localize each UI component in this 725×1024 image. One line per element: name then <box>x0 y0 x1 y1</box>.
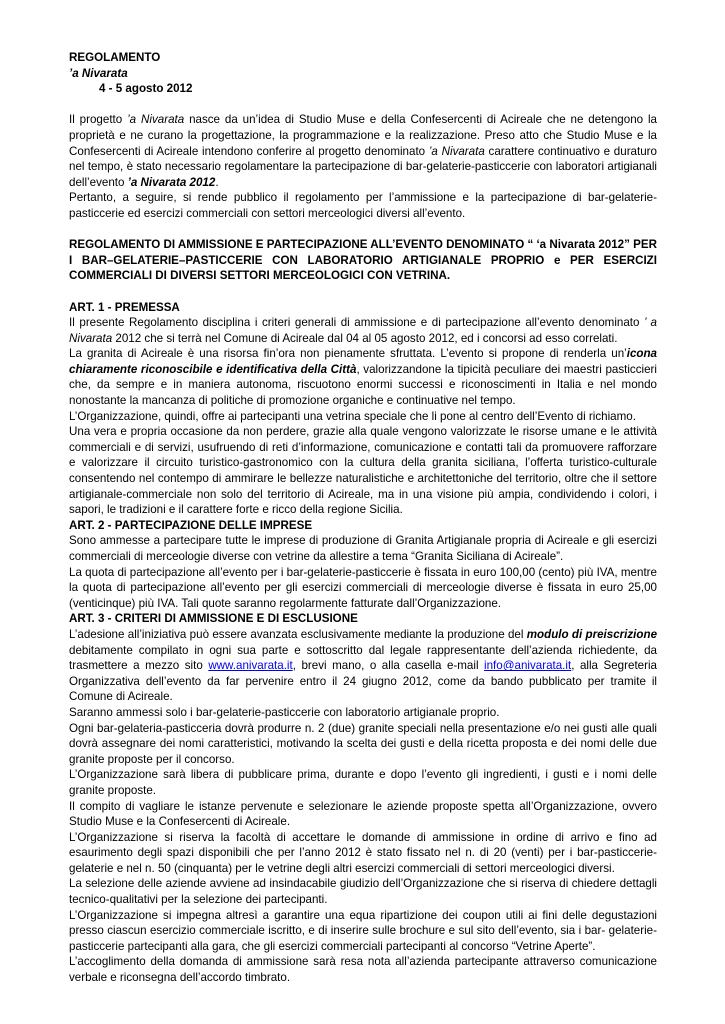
text: Il progetto <box>69 113 128 127</box>
text: 2012 che si terrà nel Comune di Acireale dal 04 al 05 agosto 2012, ed i concorsi ad esso correlati. <box>112 331 618 345</box>
art2-paragraph-2: La quota di partecipazione all’evento per i bar-gelaterie-pasticcerie è fissata in euro 100,00 (cento) più IVA, mentre la quota di partecipazione all’evento per gli esercizi commerciali di merceologie diverse è fissata in euro 25,00 (venticinque) più IVA. Tali quote saranno regolarmente fatturate dall’Organizzazione. <box>69 565 657 610</box>
text: Il presente Regolamento disciplina i criteri generali di ammissione e di partecipazione all’evento denominato <box>69 316 645 330</box>
art1-paragraph-2 <box>69 346 657 408</box>
website-link[interactable]: www.anivarata.it <box>208 659 293 673</box>
art3-paragraph-5: Il compito di vagliare le istanze pervenute e selezionare le aziende proposte spetta all’Organizzazione, ovvero Studio Muse e la Confesercenti di Acireale. <box>69 799 657 829</box>
event-name-inline: ’a Nivarata 2012 <box>127 175 216 189</box>
art2-heading: ART. 2 - PARTECIPAZIONE DELLE IMPRESE <box>69 518 313 532</box>
text: , alla Segreteria Organizzativa dell’evento da far pervenire entro il 24 giugno 2012, come da bando pubblicato per tramite il Comune di Acireale. <box>69 659 657 704</box>
document-page <box>69 50 657 986</box>
art3-paragraph-8: L’Organizzazione si impegna altresì a garantire una equa ripartizione dei coupon utili ai fini delle degustazioni presso ciascun esercizio commerciale iscritto, e di inserire sulle brochure e sul sito dell’evento, sia i bar- gelaterie-pasticcerie partecipanti alla gara, che gli esercizi commerciali partecipanti al concorso “Vetrine Aperte”. <box>69 908 657 953</box>
art3-paragraph-7: La selezione delle aziende avviene ad insindacabile giudizio dell’Organizzazione che si riserva di chiedere dettagli tecnico-qualitativi per la selezione dei partecipanti. <box>69 877 657 907</box>
art1-paragraph-1 <box>69 315 657 346</box>
art3-paragraph-2: Saranno ammessi solo i bar-gelaterie-pasticcerie con laboratorio artigianale proprio. <box>69 705 500 719</box>
event-name-inline: ’a Nivarata <box>127 113 185 127</box>
text: nasce da un’idea di Studio Muse e della Confesercenti di Acireale che ne detengono la proprietà e ne curano la progettazione, la programmazione e la realizzazione. Preso atto che Studio Muse e la Confesercenti di Acireale intendono conferire al progetto denominato <box>69 113 657 158</box>
art3-paragraph-6: L’Organizzazione si riserva la facoltà di accettare le domande di ammissione in ordine di arrivo e fino ad esaurimento degli spazi disponibili che per l’anno 2012 è stato fissato nel n. di 20 (venti) per i bar-pasticcerie-gelaterie e nel n. 50 (cinquanta) per le vetrine degli altri esercizi commerciali di settori merceologici diversi. <box>69 830 657 875</box>
event-name-inline: ’a Nivarata <box>428 144 485 158</box>
art1-paragraph-4: Una vera e propria occasione da non perdere, grazie alla quale vengono valorizzate le risorse umane e le attività commerciali e di servizi, usufruendo di reti d’informazione, comunicazione e contatti tali da promuovere rafforzare e valorizzare il circuito turistico-gastronomico con la cultura della granita siciliana, l’offerta turistico-culturale consentendo nel contempo di ammirare le bellezze naturalistiche e architettoniche del territorio, oltre che il settore artigianale-commerciale non solo del territorio di Acireale, ma in una visione più ampia, condividendo i colori, i sapori, le tradizioni e il carattere forte e ricco della regione Sicilia. <box>69 425 657 517</box>
text: La granita di Acireale è una risorsa fin’ora non pienamente sfruttata. L’evento si propone di renderla un’ <box>69 347 627 361</box>
art3-paragraph-1 <box>69 627 657 705</box>
email-link[interactable]: info@anivarata.it <box>484 659 572 673</box>
text: carattere continuativo e duraturo nel tempo, è stato necessario regolamentare la partecipazione di bar-gelaterie-pasticcerie con laboratori artigianali dell’evento <box>69 144 657 189</box>
text: L’adesione all’iniziativa può essere avanzata esclusivamente mediante la produzione del <box>69 627 527 641</box>
art1-heading: ART. 1 - PREMESSA <box>69 300 180 314</box>
doc-title: REGOLAMENTO <box>69 51 161 64</box>
text: debitamente compilato in ogni sua parte e sottoscritto dal legale rappresentante dell’azienda richiedente, da trasmettere a mezzo sito <box>69 643 657 673</box>
text: , valorizzandone la tipicità peculiare dei maestri pasticcieri che, da sempre e in maniera autonoma, riscuotono enormi successi e riconoscimenti in Italia e nel mondo nonostante la mancanza di politiche di promozione organiche e continuative nel tempo. <box>69 362 657 408</box>
art2-paragraph-1: Sono ammesse a partecipare tutte le imprese di produzione di Granita Artigianale propria di Acireale e gli esercizi commerciali di merceologie diverse con vetrine da allestire a tema “Granita Siciliana di Acireale”. <box>69 534 657 563</box>
text: , brevi mano, o alla casella e-mail <box>292 659 485 673</box>
art1-paragraph-3: L’Organizzazione, quindi, offre ai partecipanti una vetrina speciale che li pone al centro dell’Evento di richiamo. <box>69 409 636 423</box>
art3-paragraph-4: L’Organizzazione sarà libera di pubblicare prima, durante e dopo l’evento gli ingredienti, i gusti e i nomi delle granite proposte. <box>69 768 657 797</box>
event-dates: 4 - 5 agosto 2012 <box>99 82 193 96</box>
intro-paragraph-1 <box>69 112 657 190</box>
art3-paragraph-9: L’accoglimento della domanda di ammissione sarà resa nota all’azienda partecipante attraverso comunicazione verbale e riconsegna dell’accordo timbrato. <box>69 955 657 985</box>
text: . <box>215 175 219 189</box>
art3-paragraph-3: Ogni bar-gelateria-pasticceria dovrà produrre n. 2 (due) granite speciali nella presentazione e/o nei gusti alle quali dovrà assegnare dei nomi caratteristici, motivando la scelta dei gusti e della ricetta proposta e dei nomi delle due granite proposte per il concorso. <box>69 721 657 766</box>
emphasis: modulo di preiscrizione <box>526 627 658 641</box>
intro-paragraph-2: Pertanto, a seguire, si rende pubblico il regolamento per l’ammissione e la partecipazione di bar-gelaterie-pasticcerie ed esercizi commerciali con settori merceologici diversi all’evento. <box>69 191 657 220</box>
emphasis: icona chiaramente riconoscibile e identificativa della Città <box>69 347 657 376</box>
event-name-inline: ’ a Nivarata <box>69 316 657 345</box>
event-name: ’a Nivarata <box>69 66 128 80</box>
main-heading: REGOLAMENTO DI AMMISSIONE E PARTECIPAZIONE ALL’EVENTO DENOMINATO “ ‘a Nivarata 2012” PER I BAR–GELATERIE–PASTICCERIE CON LABORATORIO ARTIGIANALE PROPRIO e PER ESERCIZI COMMERCIALI DI DIVERSI SETTORI MERCEOLOGICI CON VETRINA. <box>69 238 657 283</box>
art3-heading: ART. 3 - CRITERI DI AMMISSIONE E DI ESCLUSIONE <box>69 612 358 626</box>
